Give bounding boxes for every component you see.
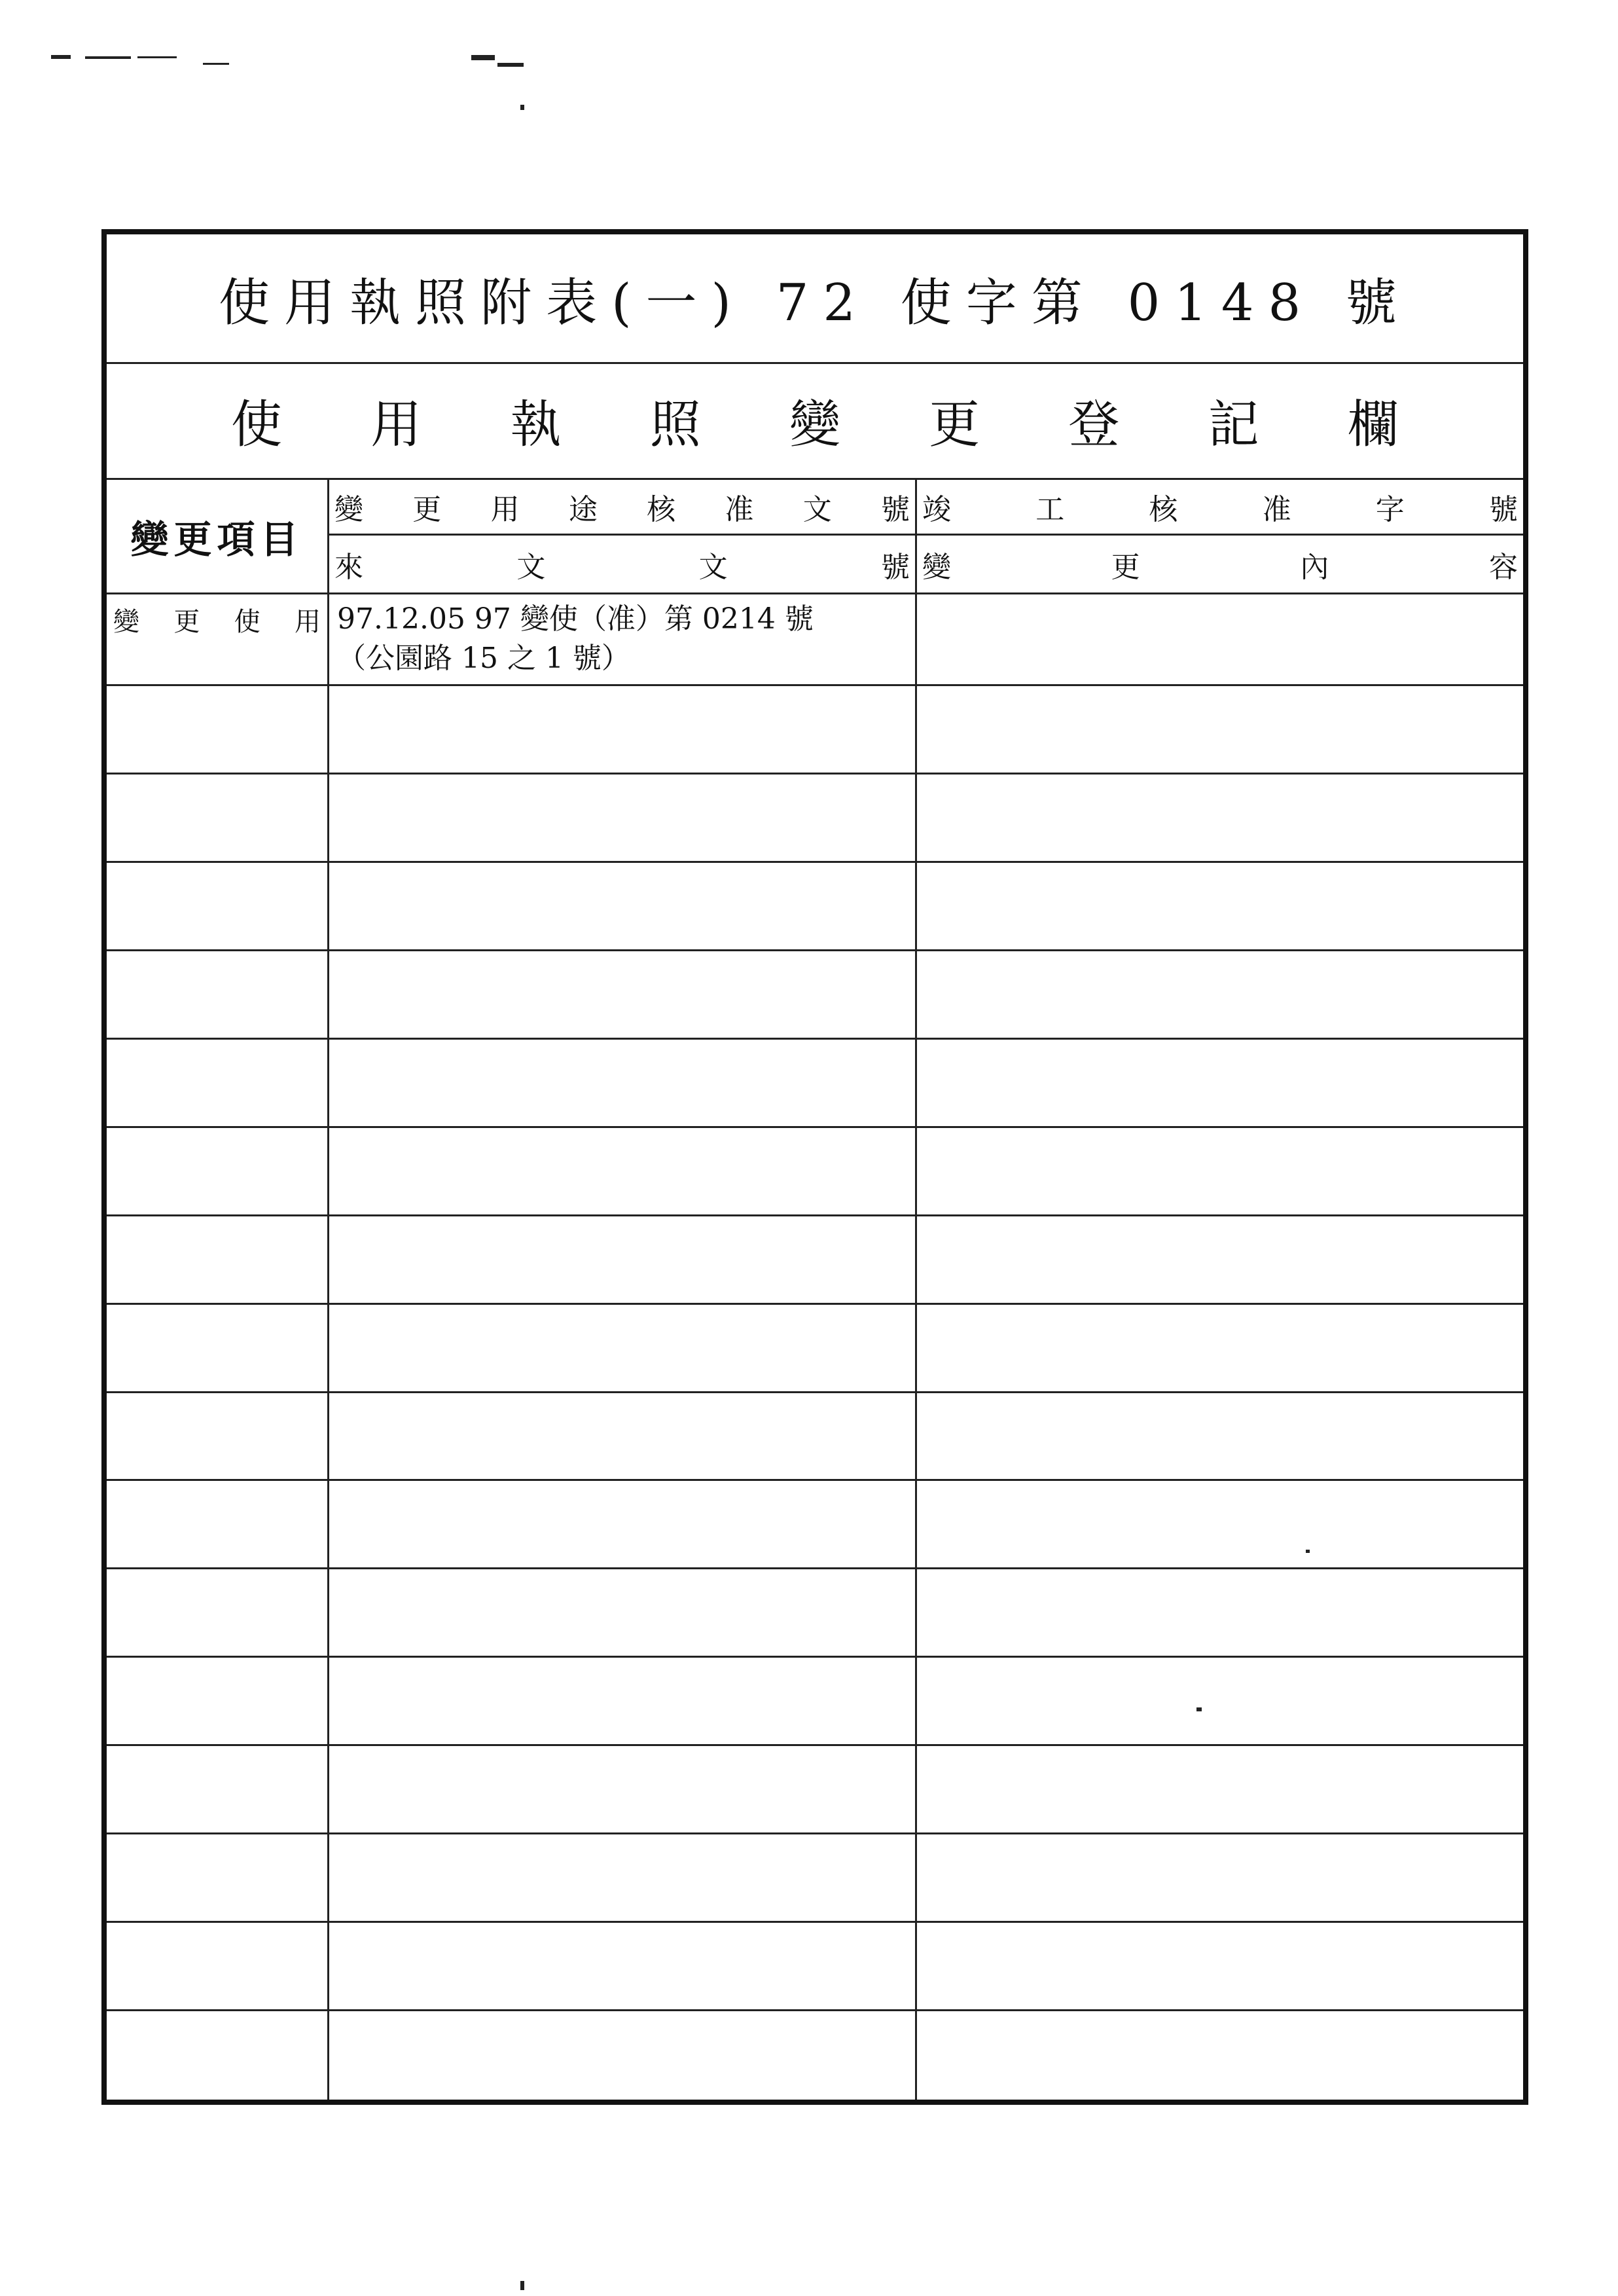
empty-table-cell <box>917 1128 1523 1216</box>
empty-table-cell <box>917 2011 1523 2100</box>
empty-table-cell <box>917 1923 1523 2011</box>
empty-table-cell <box>107 1746 329 1834</box>
header-completion-no: 竣 工 核 准 字 號 <box>917 480 1523 536</box>
empty-table-cell <box>917 1569 1523 1658</box>
section-heading-char: 記 <box>1208 395 1259 454</box>
empty-table-cell <box>329 774 917 863</box>
empty-table-cell <box>917 774 1523 863</box>
empty-table-cell <box>917 686 1523 774</box>
section-heading-char: 欄 <box>1347 395 1399 454</box>
section-heading-char: 變 <box>789 395 840 454</box>
section-heading-char: 更 <box>929 395 980 454</box>
usage-permit-attachment-form <box>101 229 1528 2105</box>
empty-table-cell <box>917 1746 1523 1834</box>
empty-table-cell <box>107 1834 329 1923</box>
empty-table-cell <box>917 1834 1523 1923</box>
empty-table-cell <box>329 1128 917 1216</box>
empty-table-cell <box>329 1834 917 1923</box>
empty-table-cell <box>329 1746 917 1834</box>
section-heading-char: 執 <box>510 395 562 454</box>
empty-table-cell <box>329 1658 917 1746</box>
header-change-item: 變更項目 <box>107 480 329 594</box>
empty-table-cell <box>107 1658 329 1746</box>
empty-table-cell <box>329 1216 917 1305</box>
empty-table-cell <box>107 1216 329 1305</box>
empty-table-cell <box>329 1569 917 1658</box>
empty-table-cell <box>107 951 329 1040</box>
row-change-content <box>917 594 1523 686</box>
form-title: 使用執照附表(一) 72 使字第 0148 號 <box>107 234 1523 364</box>
section-heading-char: 用 <box>370 395 422 454</box>
empty-table-cell <box>329 863 917 951</box>
empty-table-cell <box>917 1305 1523 1393</box>
section-heading-char: 照 <box>649 395 701 454</box>
empty-table-cell <box>107 774 329 863</box>
empty-table-cell <box>107 2011 329 2100</box>
empty-table-cell <box>917 1658 1523 1746</box>
row-approval-doc <box>329 594 917 686</box>
empty-table-cell <box>917 1040 1523 1128</box>
section-heading-char: 登 <box>1068 395 1120 454</box>
empty-table-cell <box>107 1305 329 1393</box>
approval-doc-address: （公園路 15 之 1 號） <box>337 642 630 675</box>
empty-table-cell <box>329 1040 917 1128</box>
row-change-item: 變 更 使 用 <box>107 594 329 686</box>
section-heading-char: 使 <box>231 395 283 454</box>
change-registry-table <box>107 480 1523 2100</box>
section-heading <box>107 362 1523 480</box>
empty-table-cell <box>329 2011 917 2100</box>
empty-table-cell <box>107 1393 329 1482</box>
empty-table-cell <box>329 1305 917 1393</box>
empty-table-cell <box>917 1216 1523 1305</box>
empty-table-cell <box>329 951 917 1040</box>
header-change-content: 變 更 內 容 <box>917 536 1523 594</box>
empty-table-cell <box>917 863 1523 951</box>
empty-table-cell <box>107 1040 329 1128</box>
empty-table-cell <box>107 1481 329 1569</box>
header-approval-doc-no: 變 更 用 途 核 准 文 號 <box>329 480 917 536</box>
empty-table-cell <box>107 1569 329 1658</box>
empty-table-cell <box>329 1923 917 2011</box>
header-incoming-doc-no: 來 文 文 號 <box>329 536 917 594</box>
empty-table-cell <box>329 1393 917 1482</box>
empty-table-cell <box>107 1923 329 2011</box>
approval-doc-line: 97.12.05 97 變使（准）第 0214 號 <box>337 602 814 636</box>
empty-table-cell <box>107 1128 329 1216</box>
empty-table-cell <box>107 686 329 774</box>
empty-table-cell <box>917 1481 1523 1569</box>
empty-table-cell <box>329 686 917 774</box>
empty-table-cell <box>917 1393 1523 1482</box>
empty-table-cell <box>329 1481 917 1569</box>
empty-table-cell <box>917 951 1523 1040</box>
empty-table-cell <box>107 863 329 951</box>
